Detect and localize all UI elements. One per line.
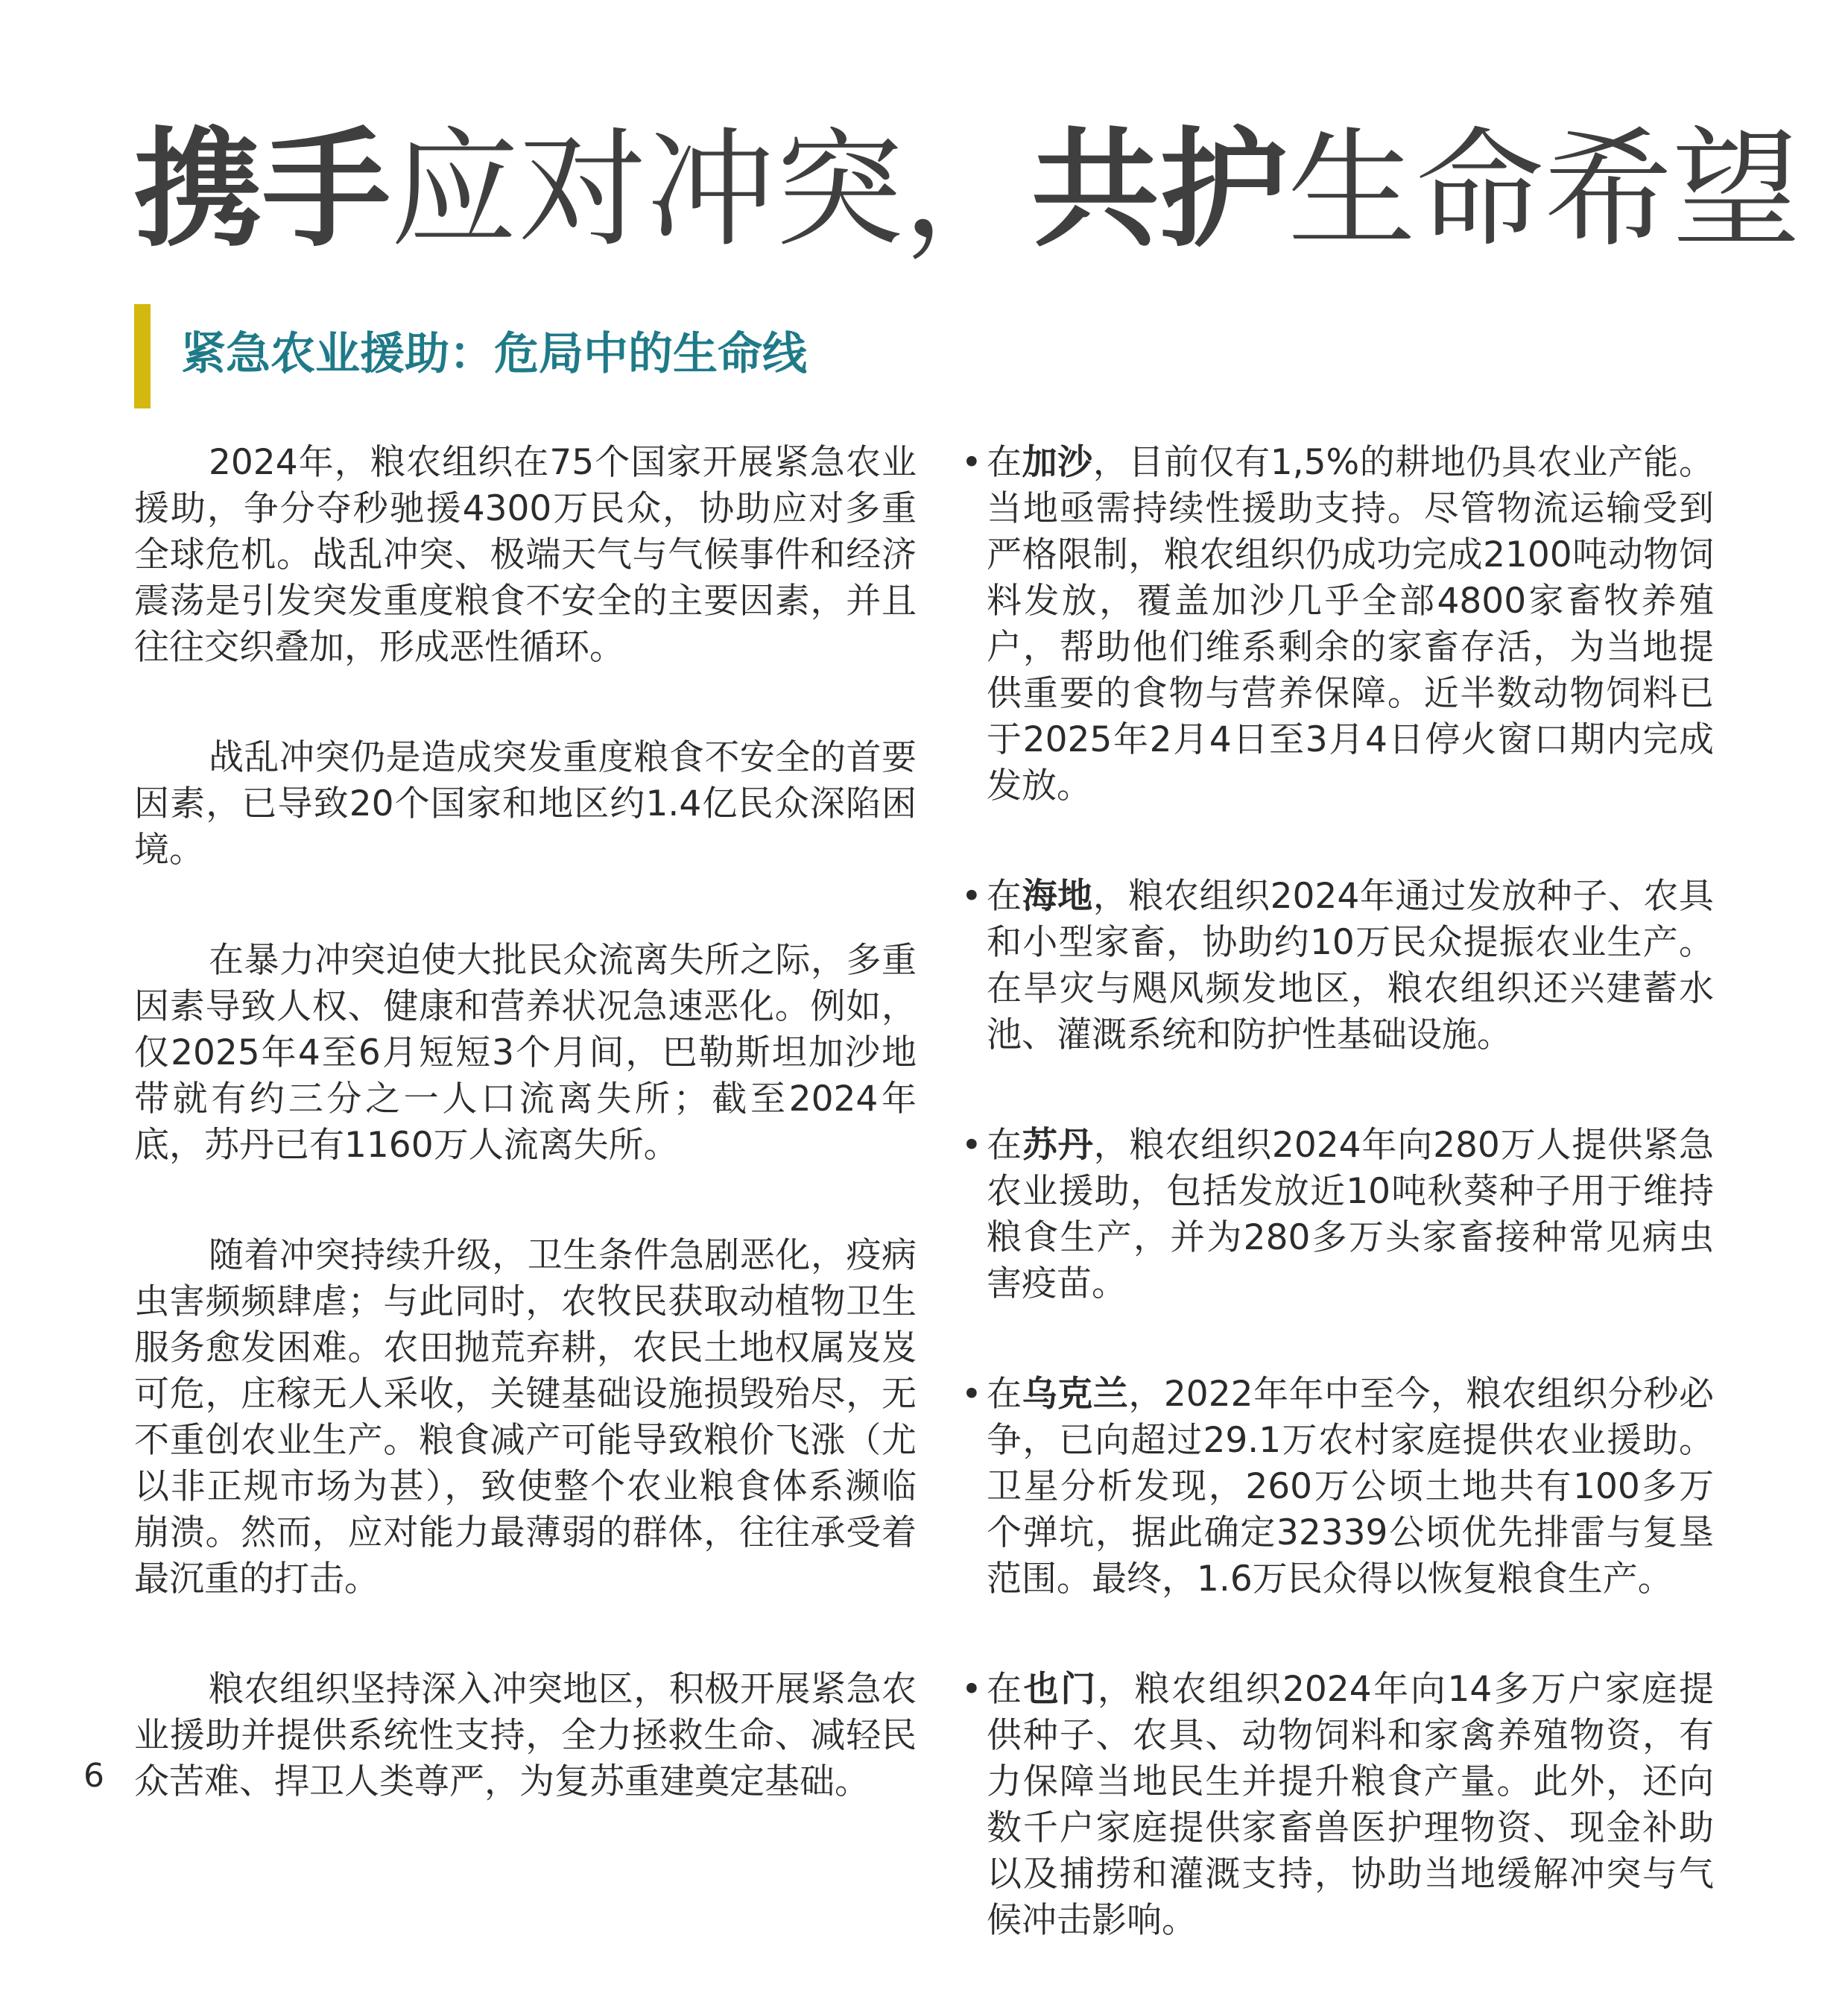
bullet-prefix: 在 — [987, 1669, 1024, 1710]
bullet-text: ，目前仅有1,5%的耕地仍具农业产能。当地亟需持续性援助支持。尽管物流运输受到严格限制，粮农组织仍成功完成2100吨动物饲料发放，覆盖加沙几乎全部4800家畜牧养殖户，帮助他们维系剩余的家畜存活，为当地提供重要的食物与营养保障。近半数动物饲料已于2025年2月4日至3月4日停火窗口期内完成发放。 — [987, 442, 1715, 806]
bullet-text: ，粮农组织2024年向280万人提供紧急农业援助，包括发放近10吨秋葵种子用于维持粮食生产，并为280多万头家畜接种常见病虫害疫苗。 — [987, 1125, 1715, 1304]
right-column — [961, 440, 1714, 2008]
bullet-item-gaza — [961, 440, 1714, 809]
bullet-item-haiti — [961, 874, 1714, 1058]
bullet-item-ukraine — [961, 1371, 1714, 1603]
bullet-place-name: 乌克兰 — [1022, 1374, 1129, 1415]
bullet-prefix: 在 — [987, 876, 1022, 917]
bullet-text: ，2022年年中至今，粮农组织分秒必争，已向超过29.1万农村家庭提供农业援助。卫星分析发现，260万公顷土地共有100多万个弹坑，据此确定32339公顷优先排雷与复垦范围。最终，1.6万民众得以恢复粮食生产。 — [987, 1374, 1714, 1600]
body-paragraph: 随着冲突持续升级，卫生条件急剧恶化，疫病虫害频频肆虐；与此同时，农牧民获取动植物卫生服务愈发困难。农田抛荒弃耕，农民土地权属岌岌可危，庄稼无人采收，关键基础设施损毁殆尽，无不重创农业生产。粮食减产可能导致粮价飞涨（尤以非正规市场为甚），致使整个农业粮食体系濒临崩溃。然而，应对能力最薄弱的群体，往往承受着最沉重的打击。 — [134, 1235, 917, 1600]
title-light-part-2: 生命希望 — [1288, 115, 1800, 265]
bullet-text: ，粮农组织2024年向14多万户家庭提供种子、农具、动物饲料和家禽养殖物资，有力保障当地民生并提升粮食产量。此外，还向数千户家庭提供家畜兽医护理物资、现金补助以及捕捞和灌溉支持，协助当地缓解冲突与气候冲击影响。 — [987, 1669, 1715, 1941]
left-column — [134, 440, 917, 1869]
bullet-place-name: 也门 — [1023, 1669, 1098, 1710]
bullet-place-name: 苏丹 — [1022, 1125, 1094, 1166]
bullet-prefix: 在 — [987, 442, 1022, 483]
bullet-place-name: 海地 — [1022, 876, 1093, 917]
page-title — [134, 112, 1800, 268]
bullet-prefix: 在 — [987, 1125, 1022, 1166]
bullet-prefix: 在 — [987, 1374, 1022, 1415]
bullet-marker: • — [961, 876, 982, 917]
page-number: 6 — [83, 1757, 104, 1795]
section-accent-bar — [134, 304, 151, 408]
bullet-marker: • — [961, 1669, 982, 1710]
title-bold-part-2: 共护 — [1031, 115, 1288, 265]
title-light-part-1: 应对冲突， — [390, 115, 1031, 265]
body-paragraph: 在暴力冲突迫使大批民众流离失所之际，多重因素导致人权、健康和营养状况急速恶化。例如，仅2025年4至6月短短3个月间，巴勒斯坦加沙地带就有约三分之一人口流离失所；截至2024年底，苏丹已有1160万人流离失所。 — [134, 940, 917, 1166]
bullet-item-yemen — [961, 1667, 1714, 1944]
bullet-item-sudan — [961, 1123, 1714, 1307]
body-paragraph: 2024年，粮农组织在75个国家开展紧急农业援助，争分夺秒驰援4300万民众，协助应对多重全球危机。战乱冲突、极端天气与气候事件和经济震荡是引发突发重度粮食不安全的主要因素，并且往往交织叠加，形成恶性循环。 — [134, 442, 917, 668]
bullet-place-name: 加沙 — [1022, 442, 1093, 483]
body-paragraph: 战乱冲突仍是造成突发重度粮食不安全的首要因素，已导致20个国家和地区约1.4亿民众深陷困境。 — [134, 737, 917, 871]
bullet-marker: • — [961, 1374, 982, 1415]
bullet-marker: • — [961, 1125, 982, 1166]
section-heading: 紧急农业援助：危局中的生命线 — [181, 328, 807, 380]
bullet-marker: • — [961, 442, 982, 483]
bullet-text: ，粮农组织2024年通过发放种子、农具和小型家畜，协助约10万民众提振农业生产。在旱灾与飓风频发地区，粮农组织还兴建蓄水池、灌溉系统和防护性基础设施。 — [987, 876, 1714, 1055]
body-paragraph: 粮农组织坚持深入冲突地区，积极开展紧急农业援助并提供系统性支持，全力拯救生命、减轻民众苦难、捍卫人类尊严，为复苏重建奠定基础。 — [134, 1669, 917, 1802]
title-bold-part-1: 携手 — [134, 115, 390, 265]
